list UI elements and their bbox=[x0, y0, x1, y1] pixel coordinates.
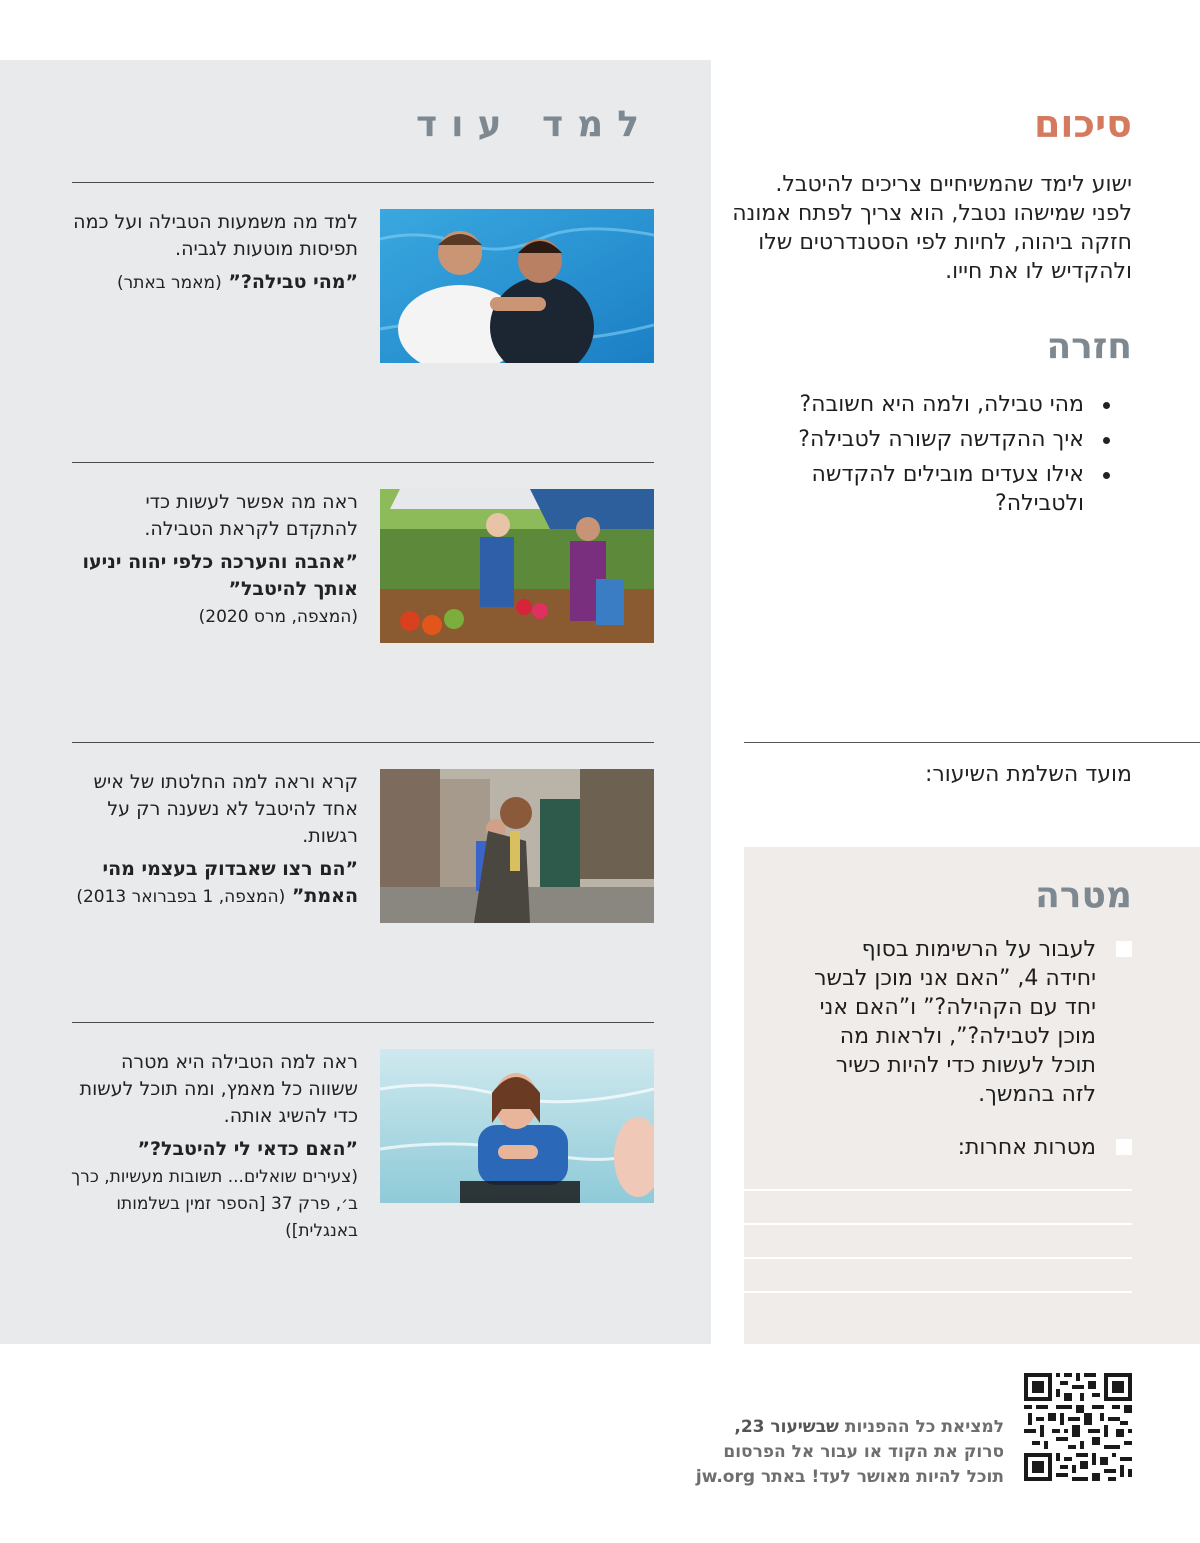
review-question: איך ההקדשה קשורה לטבילה? bbox=[782, 425, 1112, 454]
footer-line1-prefix: למציאת כל ההפניות bbox=[838, 1417, 1004, 1437]
learn-more-item[interactable] bbox=[72, 209, 654, 449]
write-line[interactable] bbox=[744, 1189, 1132, 1191]
item-ref-title[interactable]: ”האם כדאי לי להיטבל?” bbox=[137, 1138, 358, 1160]
item-ref-source: (מאמר באתר) bbox=[117, 273, 222, 293]
completion-divider bbox=[744, 742, 1200, 743]
young-woman-baptism-photo bbox=[380, 1049, 654, 1203]
item-ref-title[interactable]: ”הם רצו שאבדוק בעצמי מהי האמת” bbox=[102, 858, 358, 907]
footer-line3[interactable]: תוכל להיות מאושר לעד! באתר jw.org bbox=[695, 1467, 1004, 1487]
item-divider bbox=[72, 1022, 654, 1023]
write-line[interactable] bbox=[744, 1291, 1132, 1293]
item-ref-title[interactable]: ”מהי טבילה?” bbox=[228, 271, 358, 293]
review-question: אילו צעדים מובילים להקדשה ולטבילה? bbox=[782, 460, 1112, 518]
review-question: מהי טבילה, ולמה היא חשובה? bbox=[782, 390, 1112, 419]
item-text bbox=[68, 1049, 358, 1244]
item-text bbox=[68, 489, 358, 630]
item-divider bbox=[72, 462, 654, 463]
item-description: למד מה משמעות הטבילה ועל כמה תפיסות מוטעות לגביה. bbox=[73, 211, 358, 260]
item-text bbox=[68, 769, 358, 910]
item-ref-source: (המצפה, 1 בפברואר 2013) bbox=[76, 887, 286, 907]
summary-text: ישוע לימד שהמשיחיים צריכים להיטבל. לפני שמישהו נטבל, הוא צריך לפתח אמונה חזקה ביהוה, לחיות לפי הסטנדרטים שלו ולהקדיש לו את חייו. bbox=[732, 172, 1132, 284]
item-ref-source: (צעירים שואלים... תשובות מעשיות, כרך ב׳, פרק 37 [הספר זמין בשלמותו באנגלית]) bbox=[71, 1167, 358, 1241]
footer-references-note bbox=[644, 1415, 1004, 1490]
write-line[interactable] bbox=[744, 1223, 1132, 1225]
item-ref-source: (המצפה, מרס 2020) bbox=[198, 607, 358, 627]
summary-title: סיכום bbox=[1033, 102, 1132, 146]
item-divider bbox=[72, 742, 654, 743]
item-text bbox=[68, 209, 358, 296]
item-reference-link[interactable] bbox=[68, 856, 358, 910]
market-stall-photo bbox=[380, 489, 654, 643]
review-title: חזרה bbox=[1046, 326, 1132, 367]
qr-code-icon[interactable] bbox=[1024, 1373, 1132, 1481]
learn-more-item[interactable] bbox=[72, 1049, 654, 1329]
goal-box bbox=[744, 847, 1200, 1344]
review-list bbox=[782, 390, 1112, 524]
write-line[interactable] bbox=[744, 1257, 1132, 1259]
learn-more-item[interactable] bbox=[72, 769, 654, 1009]
footer-lesson-ref: שבשיעור 23, bbox=[734, 1417, 839, 1437]
item-description: קרא וראה למה החלטתו של איש אחד להיטבל לא נשענה רק על רגשות. bbox=[93, 771, 358, 847]
footer-line2: סרוק את הקוד או עבור אל הפרסום bbox=[723, 1442, 1004, 1462]
goal-list bbox=[812, 935, 1132, 1162]
learn-more-panel bbox=[0, 60, 711, 1344]
baptism-pool-photo bbox=[380, 209, 654, 363]
goal-title: מטרה bbox=[1035, 875, 1132, 916]
item-description: ראה למה הטבילה היא מטרה ששווה כל מאמץ, ומה תוכל לעשות כדי להשיג אותה. bbox=[79, 1051, 358, 1127]
item-description: ראה מה אפשר לעשות כדי להתקדם לקראת הטבילה. bbox=[144, 491, 358, 540]
goal-checkbox-item[interactable]: לעבור על הרשימות בסוף יחידה 4, ”האם אני מוכן לבשר יחד עם הקהילה?” ו”האם אני מוכן לטבילה?”, ולראות מה תוכל לעשות כדי להיות כשיר לזה בהמשך. bbox=[812, 935, 1132, 1109]
learn-more-title: למד עוד bbox=[415, 104, 653, 145]
city-street-man-photo bbox=[380, 769, 654, 923]
goal-checkbox-item[interactable]: מטרות אחרות: bbox=[812, 1133, 1132, 1162]
item-reference-link[interactable] bbox=[68, 269, 358, 296]
learn-more-item[interactable] bbox=[72, 489, 654, 729]
completion-date-label: מועד השלמת השיעור: bbox=[924, 762, 1132, 787]
item-divider bbox=[72, 182, 654, 183]
item-ref-title[interactable]: ”אהבה והערכה כלפי יהוה יניעו אותך להיטבל” bbox=[82, 551, 358, 600]
